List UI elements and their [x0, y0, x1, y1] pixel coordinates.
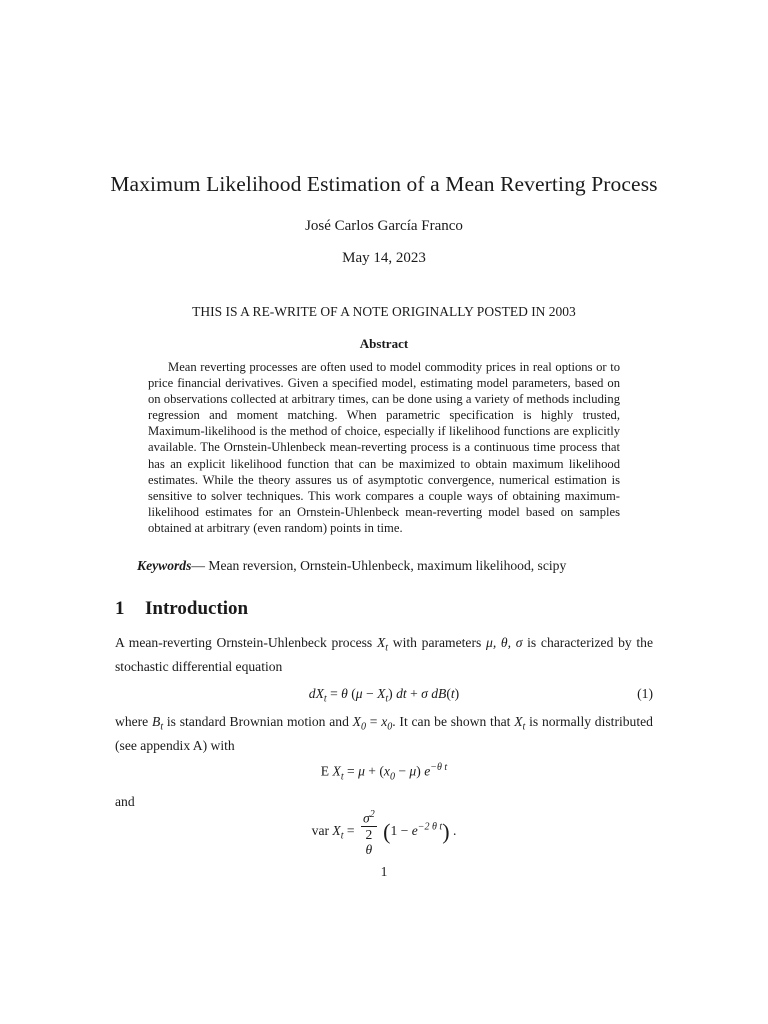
math-bt: $B_t$: [152, 714, 164, 733]
and-connector: and: [115, 794, 135, 809]
intro-text-1: A mean-reverting Ornstein-Uhlenbeck process: [115, 635, 373, 650]
brownian-paragraph: [115, 713, 653, 755]
equation-variance: var $X_t$ = $\sigma^2$ 2 θ $(1 - e^{-2 \theta t})$ .: [311, 809, 457, 857]
brownian-text-4: is normally distributed (see appendix A) with: [115, 714, 653, 753]
intro-text-2: with parameters: [392, 635, 482, 650]
brownian-text-3: . It can be shown that: [392, 714, 511, 729]
section-title: Introduction: [145, 598, 249, 619]
math-params: μ, θ, σ: [486, 635, 523, 650]
keywords-line: [137, 558, 637, 574]
rewrite-notice: THIS IS A RE-WRITE OF A NOTE ORIGINALLY POSTED IN 2003: [192, 304, 576, 319]
page-number: 1: [380, 864, 388, 879]
intro-text-3: is characterized by the stochastic differential equation: [115, 635, 653, 674]
variance-fraction: $\sigma^2$ 2 θ: [362, 809, 375, 857]
abstract-text: Mean reverting processes are often used to model commodity prices in real options or to price financial derivatives. Given a specified model, estimating model parameters, based on on observations collected at arbitrary times, can be done using a variety of methods including regression and moment matching. When parametric specification is highly trusted, Maximum-likelihood is the method of choice, especially if likelihood functions are explicitly available. The Ornstein-Uhlenbeck mean-reverting process is a continuous time process that has an explicit likelihood function that can be maximized to obtain maximum likelihood estimates. While the theory assures us of asymptotic convergence, numerical estimation is sensitive to solver techniques. This work compares a couple ways of obtaining maximum-likelihood estimates for an Ornstein-Uhlenbeck mean-reverting model based on samples obtained at arbitrary (even random) points in time.: [148, 360, 620, 535]
brownian-text-2: is standard Brownian motion and: [166, 714, 349, 729]
math-x0: $X_0 = x_0$: [352, 714, 393, 733]
equation-sde: $dX_t = \theta$ $(\mu - X_t)$ dt + σ dB(t): [308, 686, 460, 705]
abstract-heading: Abstract: [359, 336, 409, 351]
paper-title: Maximum Likelihood Estimation of a Mean Reverting Process: [110, 172, 658, 196]
brownian-text-1: where: [115, 714, 149, 729]
keywords-list: — Mean reversion, Ornstein-Uhlenbeck, maximum likelihood, scipy: [191, 558, 567, 573]
publication-date: May 14, 2023: [342, 250, 426, 266]
section-heading: [115, 598, 248, 620]
intro-paragraph: [115, 634, 653, 676]
math-xt-2: $X_t$: [514, 714, 526, 733]
equation-expectation: E $X_t = \mu + (x_0 - \mu)$ $e^{-\theta t}$: [320, 762, 448, 783]
keywords-label: Keywords: [137, 558, 192, 573]
math-xt: $X_t$: [376, 635, 389, 654]
author-name: José Carlos García Franco: [305, 218, 463, 234]
section-number: 1: [115, 598, 125, 619]
equation-number: (1): [637, 686, 653, 701]
